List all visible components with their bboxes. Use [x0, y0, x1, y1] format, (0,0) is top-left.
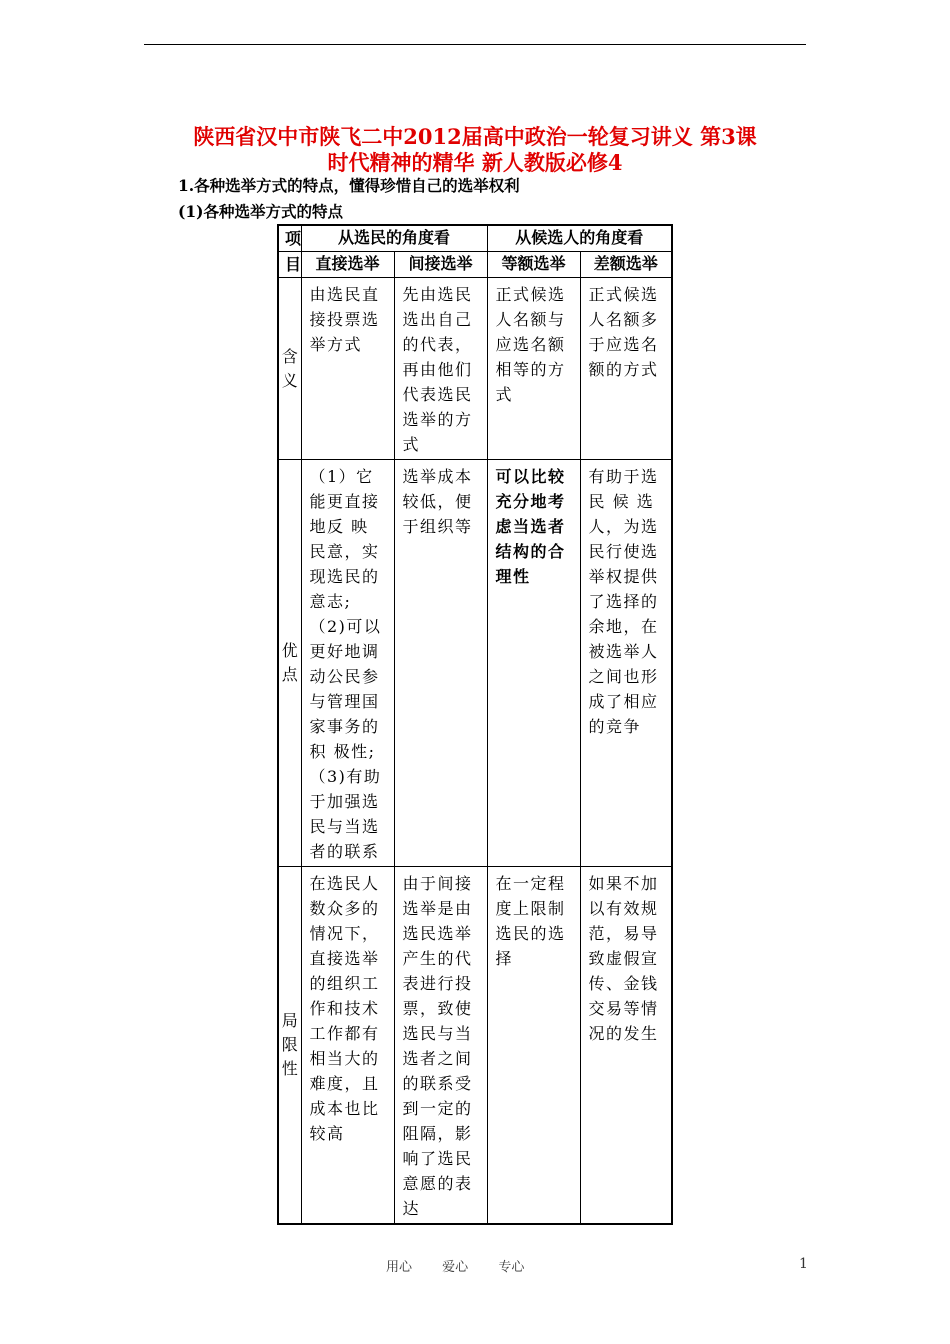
candidate-perspective-header: 从候选人的角度看 — [487, 225, 672, 252]
table-group-header-row — [278, 225, 672, 252]
competitive-election-header: 差额选举 — [580, 252, 672, 278]
table-row — [278, 460, 672, 867]
footer-word: 用心 — [386, 1260, 413, 1275]
row-label-char: 优 — [281, 641, 298, 660]
table-column-header-row — [278, 252, 672, 278]
row-label-meaning — [278, 278, 301, 460]
meaning-indirect: 先由选民选出自己的代表，再由他们代表选民选举的方式 — [394, 278, 487, 460]
row-label-advantages — [278, 460, 301, 867]
limitations-competitive: 如果不加以有效规范，易导致虚假宣传、金钱交易等情况的发生 — [580, 867, 672, 1225]
voter-perspective-header: 从选民的角度看 — [301, 225, 487, 252]
page-footer — [386, 1256, 550, 1275]
item-header-top: 项 — [278, 225, 301, 252]
page-number: 1 — [799, 1256, 808, 1272]
row-label-char: 义 — [281, 370, 298, 390]
row-label-char: 点 — [281, 665, 298, 684]
direct-election-header: 直接选举 — [301, 252, 394, 278]
advantages-competitive: 有助于选民 候 选人，为选民行使选举权提供了选择的余地，在被选举人之间也形成了相应的竞争 — [580, 460, 672, 867]
subsection-heading: (1)各种选举方式的特点 — [178, 202, 343, 221]
footer-word: 爱心 — [442, 1260, 469, 1275]
item-header-bottom: 目 — [278, 252, 301, 278]
section-heading: 1.各种选举方式的特点，懂得珍惜自己的选举权利 — [178, 176, 520, 195]
limitations-direct: 在选民人数众多的情况下，直接选举的组织工作和技术工作都有相当大的难度，且成本也比较高 — [301, 867, 394, 1225]
header-rule — [144, 44, 806, 45]
row-label-char: 局 — [281, 1011, 298, 1030]
meaning-direct: 由选民直接投票选举方式 — [301, 278, 394, 460]
row-label-char: 性 — [281, 1059, 298, 1078]
document-title-line1: 陕西省汉中市陕飞二中2012届高中政治一轮复习讲义 第3课 — [193, 124, 757, 149]
footer-word: 专心 — [498, 1260, 525, 1275]
row-label-limitations — [278, 867, 301, 1225]
document-title-line2: 时代精神的精华 新人教版必修4 — [327, 150, 623, 175]
meaning-equal: 正式候选人名额与应选名额相等的方式 — [487, 278, 580, 460]
row-label-char: 含 — [281, 346, 298, 366]
row-label-char: 限 — [281, 1035, 298, 1054]
advantages-equal: 可以比较充分地考虑当选者结构的合理性 — [487, 460, 580, 867]
limitations-indirect: 由于间接选举是由选民选举产生的代表进行投票，致使选民与当选者之间的联系受到一定的阻隔，影响了选民意愿的表达 — [394, 867, 487, 1225]
election-methods-table — [277, 224, 673, 1225]
advantages-direct: （1）它能更直接地反 映 民意，实现选民的意志;（2)可以更好地调动公民参与管理国家事务的 积 极性;（3)有助于加强选民与当选者的联系 — [301, 460, 394, 867]
meaning-competitive: 正式候选人名额多于应选名额的方式 — [580, 278, 672, 460]
table-row — [278, 278, 672, 460]
equal-election-header: 等额选举 — [487, 252, 580, 278]
limitations-equal: 在一定程度上限制选民的选择 — [487, 867, 580, 1225]
table-row — [278, 867, 672, 1225]
advantages-indirect: 选举成本较低，便于组织等 — [394, 460, 487, 867]
indirect-election-header: 间接选举 — [394, 252, 487, 278]
